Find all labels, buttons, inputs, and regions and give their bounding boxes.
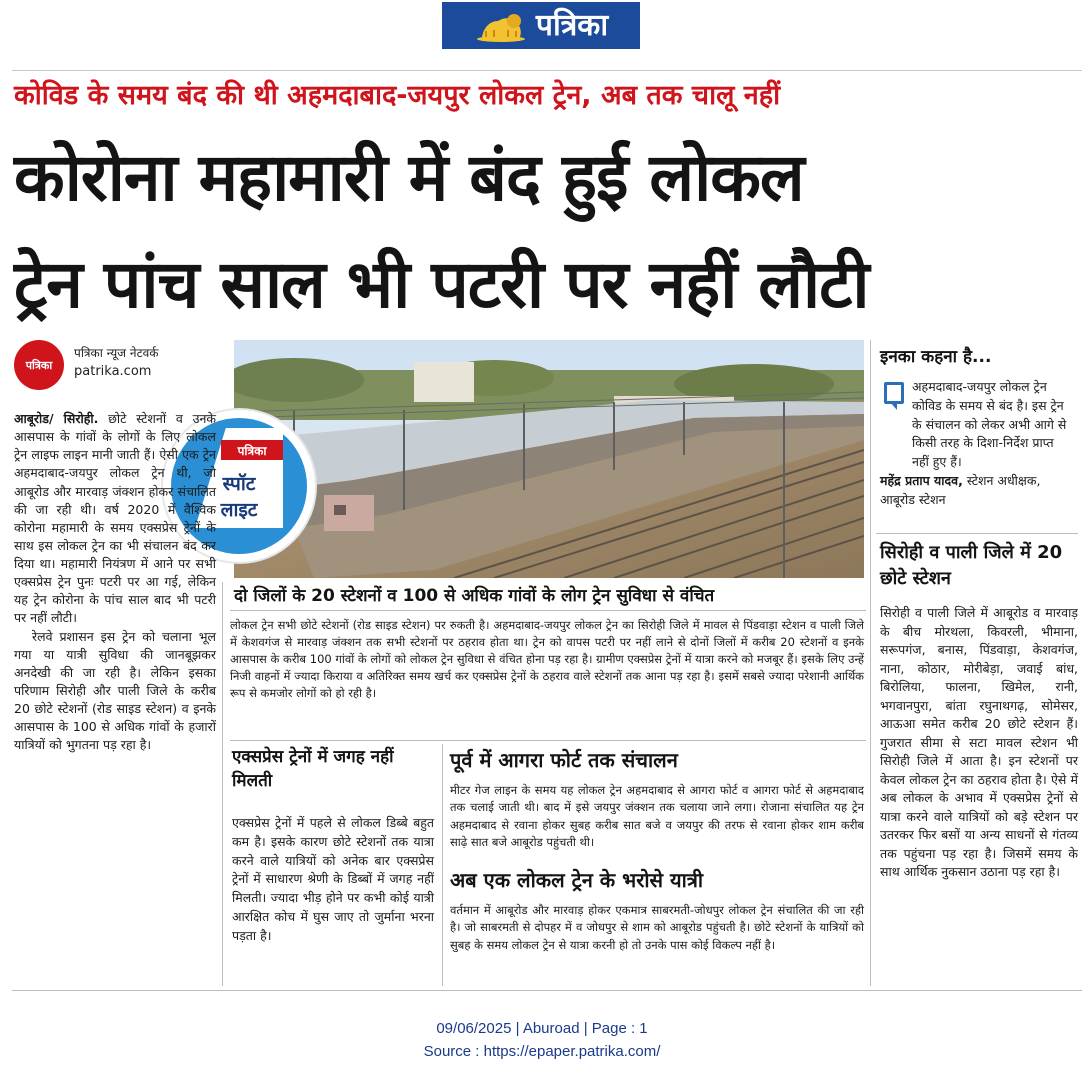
article-column-1 <box>14 410 216 754</box>
main-headline <box>14 125 1076 339</box>
spotlight-tag: पत्रिका <box>221 440 283 460</box>
express-trains-heading: एक्सप्रेस ट्रेनों में जगह नहीं मिलती <box>232 747 394 791</box>
agra-fort-body: मीटर गेज लाइन के समय यह लोकल ट्रेन अहमदाबाद से आगरा फोर्ट व आगरा फोर्ट से अहमदाबाद तक चलाई जाती थी। बाद में इसे जयपुर जंक्शन तक चलाया जाने लगा। रोजाना संचालित यह ट्रेन अहमदाबाद से रवाना होकर सुबह करीब सात बजे व जयपुर की तरफ से रवाना होकर शाम करीब साढ़े सात बजे आबूरोड पहुंचती थी। <box>450 783 864 850</box>
headline-line-2: ट्रेन पांच साल भी पटरी पर नहीं लौटी <box>14 245 869 323</box>
agra-fort-heading: पूर्व में आगरा फोर्ट तक संचालन <box>450 748 678 772</box>
spotlight-line-1: स्पॉट <box>222 473 256 495</box>
footer-source: Source : https://epaper.patrika.com/ <box>423 1042 661 1060</box>
column1-paragraph-2: रेलवे प्रशासन इस ट्रेन को चलाना भूल गया या यात्री सुविधा की जानबूझकर अनदेखी की जा रही है। लेकिन इसका परिणाम सिरोही और पाली जिले के करीब 20 छोटे स्टेशनों (रोड साइड स्टेशन) व इनके आसपास के 100 से अधिक गांवों के हजारों यात्रियों को भुगतना पड़ रहा है। <box>14 628 216 753</box>
column-divider-1 <box>222 582 223 986</box>
column-divider-2 <box>442 744 443 986</box>
stations-box-heading: सिरोही व पाली जिले में 20 छोटे स्टेशन <box>880 542 1063 590</box>
byline <box>14 340 214 390</box>
stations-box-body: सिरोही व पाली जिले में आबूरोड व मारवाड़ के बीच मोरथला, किवरली, भीमाना, सरूपगंज, बनास, पिंडवाड़ा, केशवगंज, नाना, कोठार, मोरीबेड़ा, जवाई बांध, बिरोलिया, फालना, खिमेल, रानी, भगवानपुरा, बांता रघुनाथगढ़, सोमेसर, आऊआ समेत करीब 20 छोटे स्टेशन हैं। गुजरात सीमा से सटा मावल स्टेशन भी सिरोही जिले में आता है। इन स्टेशनों पर केवल लोकल ट्रेन का ठहराव होता है। ऐसे में अब लोकल के अभाव में एक्सप्रेस ट्रेनों से यात्रा करने वाले यात्रियों को बड़े स्टेशन पर उतरकर फिर बसों या अन्य साधनों से गंतव्य तक पहुंचना पड़ रहा है। जिसमें समय के साथ आर्थिक नुकसान उठाना पड़ रहा है। <box>880 605 1078 879</box>
masthead-name: पत्रिका <box>535 7 609 43</box>
spotlight-line-2: लाइट <box>220 499 258 521</box>
bottom-rule <box>12 990 1082 991</box>
main-subheading: दो जिलों के 20 स्टेशनों व 100 से अधिक गांवों के लोग ट्रेन सुविधा से वंचित <box>234 586 715 606</box>
quote-name: महेंद्र प्रताप यादव, <box>880 472 963 488</box>
official-quote <box>880 378 1074 509</box>
byline-network: पत्रिका न्यूज नेटवर्क <box>74 346 159 360</box>
quote-text: अहमदाबाद-जयपुर लोकल ट्रेन कोविड के समय से बंद है। इस ट्रेन के संचालन को लेकर अभी आगे से किसी तरह के दिशा-निर्देश प्राप्त नहीं हुए हैं। <box>912 379 1067 469</box>
kicker-headline: कोविड के समय बंद की थी अहमदाबाद-जयपुर लोकल ट्रेन, अब तक चालू नहीं <box>14 80 781 111</box>
subhead-rule <box>230 610 866 611</box>
lion-emblem-icon <box>474 9 528 43</box>
footer-date-page: 09/06/2025 | Aburoad | Page : 1 <box>436 1020 648 1037</box>
railway-station-photo <box>234 340 864 578</box>
dateline: आबूरोड/ सिरोही. <box>14 411 99 426</box>
patrika-badge: पत्रिका <box>14 340 64 390</box>
one-local-train-heading: अब एक लोकल ट्रेन के भरोसे यात्री <box>450 868 704 892</box>
main-body-text: लोकल ट्रेन सभी छोटे स्टेशनों (रोड साइड स्टेशन) पर रुकती है। अहमदाबाद-जयपुर लोकल ट्रेन का सिरोही जिले में मावल से पिंडवाड़ा स्टेशन व पाली जिले में केशवगंज से मारवाड़ जंक्शन तक सभी स्टेशनों पर ठहराव होता था। ट्रेन को वापस पटरी पर नहीं लाने से दोनों जिलों में करीब 20 स्टेशनों व इनके आसपास के करीब 100 गांवों के लोगों को लोकल ट्रेन सुविधा से वंचित होना पड़ रहा है। ग्रामीण एक्सप्रेस ट्रेनों में यात्रा करने को मजबूर हैं। इसके लिए उन्हें निजी वाहनों में ज्यादा किराया व अतिरिक्त समय खर्च कर एक्सप्रेस ट्रेनों के ठहराव वाले स्टेशनों तक आना पड़ रहा है। इसमें सबसे ज्यादा परेशानी आर्थिक रूप से कमजोर लोगों को हो रही है। <box>230 618 864 701</box>
headline-line-1: कोरोना महामारी में बंद हुई लोकल <box>14 139 804 216</box>
sidebar-rule <box>876 533 1078 534</box>
quote-role: स्टेशन अधीक्षक, आबूरोड स्टेशन <box>880 472 1041 507</box>
byline-site: patrika.com <box>74 364 152 379</box>
column-divider-sidebar <box>870 340 871 986</box>
section-rule <box>230 740 866 741</box>
express-trains-body: एक्सप्रेस ट्रेनों में पहले से लोकल डिब्बे बहुत कम है। इसके कारण छोटे स्टेशनों तक यात्रा करने वाले यात्रियों को अनेक बार एक्सप्रेस ट्रेनों में साधारण श्रेणी के डिब्बों में जगह नहीं मिलती। ज्यादा भीड़ होने पर कभी कोई यात्री आरक्षित कोच में घुस जाए तो जुर्माना भरना पड़ता है। <box>232 815 434 943</box>
top-rule <box>12 70 1082 71</box>
source-footer <box>0 1018 1084 1063</box>
column1-paragraph-1: छोटे स्टेशनों व उनके आसपास के गांवों के लोगों के लिए लोकल ट्रेन लाइफ लाइन मानी जाती हैं। ऐसी एक ट्रेन अहमदाबाद-जयपुर लोकल ट्रेन थी, जो आबूरोड और मारवाड़ जंक्शन होकर संचालित की जा रही थी। वर्ष 2020 में वैश्विक कोरोना महामारी के समय एक्सप्रेस ट्रेनों के साथ इस लोकल ट्रेन का भी संचालन बंद कर दिया था। महामारी नियंत्रण में आने पर सभी एक्सप्रेस ट्रेन पुनः पटरी पर आ गई, लेकिन यह ट्रेन कोरोना के पांच साल बाद भी पटरी पर नहीं लौटी। <box>14 411 216 626</box>
one-local-train-body: वर्तमान में आबूरोड और मारवाड़ होकर एकमात्र साबरमती-जोधपुर लोकल ट्रेन संचालित की जा रही है। जो साबरमती से दोपहर में व जोधपुर से शाम को आबूरोड पहुंचती है। छोटे स्टेशनों के यात्रियों को सुबह के समय लोकल ट्रेन से यात्रा करनी हो तो उनके पास कोई विकल्प नहीं है। <box>450 903 864 952</box>
quote-heading: इनका कहना है... <box>880 347 992 367</box>
masthead <box>442 2 640 49</box>
